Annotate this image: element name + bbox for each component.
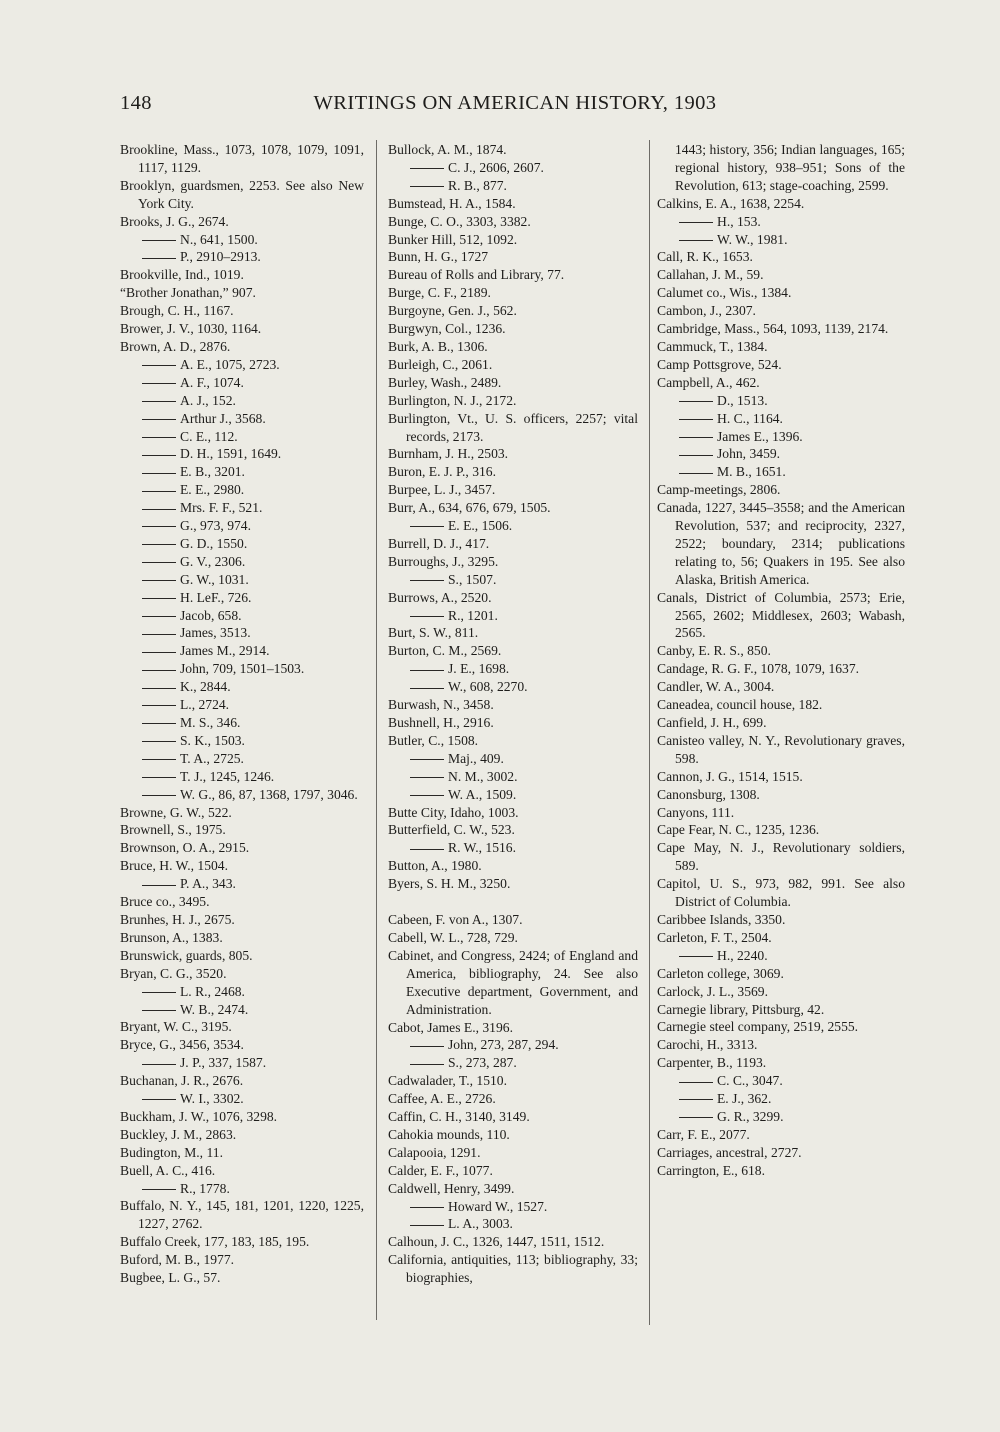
index-entry: Cadwalader, T., 1510. (388, 1073, 507, 1089)
index-entry: Brownson, O. A., 2915. (120, 840, 250, 856)
index-entry: Burr, A., 634, 676, 679, 1505. (388, 500, 551, 516)
column-rule-right (649, 140, 650, 1325)
index-subentry: P. A., 343. (120, 875, 364, 893)
running-header (120, 92, 910, 116)
column-rule-left (376, 140, 377, 1320)
index-entry: Burpee, L. J., 3457. (388, 482, 496, 498)
index-entry: Burrell, D. J., 417. (388, 535, 490, 551)
index-subentry: Jacob, 658. (120, 607, 364, 625)
index-subentry: R., 1201. (388, 607, 638, 625)
index-entry: Calder, E. F., 1077. (388, 1162, 493, 1178)
index-subentry: G. W., 1031. (120, 571, 364, 589)
index-entry: Cabell, W. L., 728, 729. (388, 929, 518, 945)
index-subentry: W. I., 3302. (120, 1090, 364, 1108)
index-entry: Brunhes, H. J., 2675. (120, 911, 235, 927)
index-subentry: G. D., 1550. (120, 535, 364, 553)
index-entry: Capitol, U. S., 973, 982, 991. See also District of Columbia. (657, 876, 905, 910)
index-entry: Candage, R. G. F., 1078, 1079, 1637. (657, 661, 860, 677)
index-subentry: M. B., 1651. (657, 463, 905, 481)
index-entry: Calkins, E. A., 1638, 2254. (657, 195, 805, 211)
index-entry: Campbell, A., 462. (657, 374, 760, 390)
index-entry: Canfield, J. H., 699. (657, 715, 767, 730)
index-subentry: W. A., 1509. (388, 786, 638, 804)
index-entry: Bryce, G., 3456, 3534. (120, 1037, 244, 1053)
index-subentry: S., 1507. (388, 571, 638, 589)
index-subentry: G. R., 3299. (657, 1108, 905, 1126)
index-entry: Carrington, E., 618. (657, 1162, 765, 1178)
index-entry: Calhoun, J. C., 1326, 1447, 1511, 1512. (388, 1234, 605, 1250)
index-entry: Bruce, H. W., 1504. (120, 858, 228, 874)
index-subentry: G., 973, 974. (120, 517, 364, 535)
index-entry: Burroughs, J., 3295. (388, 553, 499, 569)
index-subentry: S. K., 1503. (120, 732, 364, 750)
index-entry: Burgwyn, Col., 1236. (388, 321, 506, 337)
index-entry: Caldwell, Henry, 3499. (388, 1180, 515, 1196)
index-entry: Brunson, A., 1383. (120, 929, 223, 945)
index-subentry: R. B., 877. (388, 177, 638, 195)
index-entry: Bruce co., 3495. (120, 894, 210, 910)
index-column-1 (120, 141, 364, 1287)
index-subentry: James E., 1396. (657, 428, 905, 446)
index-entry: Buffalo Creek, 177, 183, 185, 195. (120, 1234, 310, 1250)
index-entry: Burnham, J. H., 2503. (388, 446, 509, 462)
index-subentry: A. E., 1075, 2723. (120, 356, 364, 374)
index-subentry: A. J., 152. (120, 392, 364, 410)
index-entry: Brown, A. D., 2876. (120, 338, 231, 354)
index-entry: Canals, District of Columbia, 2573; Erie, 2565, 2602; Middlesex, 2603; Wabash, 2565. (657, 589, 905, 641)
index-entry: Budington, M., 11. (120, 1144, 223, 1160)
index-entry: Brookline, Mass., 1073, 1078, 1079, 1091, 1117, 1129. (120, 142, 364, 175)
index-subentry: Mrs. F. F., 521. (120, 499, 364, 517)
index-entry: Caneadea, council house, 182. (657, 697, 823, 713)
index-subentry: C. C., 3047. (657, 1072, 905, 1090)
index-entry: Burlington, Vt., U. S. officers, 2257; vital records, 2173. (388, 410, 638, 444)
running-title: WRITINGS ON AMERICAN HISTORY, 1903 (313, 92, 717, 114)
index-entry: Carlock, J. L., 3569. (657, 983, 769, 999)
index-entry: Bryan, C. G., 3520. (120, 965, 227, 981)
index-subentry: H. LeF., 726. (120, 589, 364, 607)
index-entry: Buchanan, J. R., 2676. (120, 1073, 244, 1089)
index-entry: Buell, A. C., 416. (120, 1162, 216, 1178)
index-entry: Carnegie library, Pittsburg, 42. (657, 1001, 825, 1017)
index-entry: Brooks, J. G., 2674. (120, 213, 229, 229)
index-subentry: James M., 2914. (120, 642, 364, 660)
index-entry: Brooklyn, guardsmen, 2253. See also New York City. (120, 177, 364, 211)
index-entry: Browne, G. W., 522. (120, 804, 232, 820)
index-entry: Cape Fear, N. C., 1235, 1236. (657, 822, 820, 838)
index-subentry: H. C., 1164. (657, 410, 905, 428)
index-entry: Bugbee, L. G., 57. (120, 1270, 221, 1286)
index-entry: Bunn, H. G., 1727 (388, 249, 489, 265)
index-subentry: T. A., 2725. (120, 750, 364, 768)
index-entry: Burleigh, C., 2061. (388, 356, 493, 372)
index-entry: Button, A., 1980. (388, 858, 482, 874)
index-entry: Brower, J. V., 1030, 1164. (120, 321, 262, 337)
index-entry: Brookville, Ind., 1019. (120, 267, 244, 283)
index-entry: Canada, 1227, 3445–3558; and the American Revolution, 537; and reciprocity, 2327, 2522; boundary, 2314; publications relating to, 56; Quakers in 195. See also Alaska, British America. (657, 500, 905, 587)
index-column-2 (388, 141, 638, 1287)
index-entry: Canonsburg, 1308. (657, 786, 760, 802)
index-subentry: D. H., 1591, 1649. (120, 445, 364, 463)
index-entry: Canyons, 111. (657, 804, 735, 820)
index-entry: Canisteo valley, N. Y., Revolutionary graves, 598. (657, 732, 905, 766)
index-subentry: N. M., 3002. (388, 768, 638, 786)
index-entry: Brownell, S., 1975. (120, 822, 226, 838)
index-entry: Burton, C. M., 2569. (388, 643, 502, 659)
index-entry: Calumet co., Wis., 1384. (657, 285, 792, 301)
index-subentry: M. S., 346. (120, 714, 364, 732)
index-entry: Carr, F. E., 2077. (657, 1126, 750, 1142)
index-subentry: W., 608, 2270. (388, 678, 638, 696)
index-entry: Cabot, James E., 3196. (388, 1019, 513, 1035)
index-subentry: L. A., 3003. (388, 1215, 638, 1233)
index-subentry: L., 2724. (120, 696, 364, 714)
index-entry: Caffin, C. H., 3140, 3149. (388, 1109, 530, 1125)
index-entry: 1443; history, 356; Indian languages, 165; regional history, 938–951; Sons of the Revolution, 613; stage-coaching, 2599. (675, 142, 905, 193)
index-entry: Burgoyne, Gen. J., 562. (388, 303, 517, 319)
index-entry: Burwash, N., 3458. (388, 697, 494, 713)
index-subentry: N., 641, 1500. (120, 231, 364, 249)
index-entry: Butte City, Idaho, 1003. (388, 804, 519, 820)
index-entry: Butterfield, C. W., 523. (388, 822, 515, 838)
index-subentry: W. W., 1981. (657, 231, 905, 249)
index-subentry: John, 273, 287, 294. (388, 1036, 638, 1054)
index-subentry: T. J., 1245, 1246. (120, 768, 364, 786)
index-entry: Carpenter, B., 1193. (657, 1055, 767, 1071)
index-entry: “Brother Jonathan,” 907. (120, 285, 256, 301)
index-entry: Bunker Hill, 512, 1092. (388, 231, 518, 247)
index-subentry: E. B., 3201. (120, 463, 364, 481)
index-subentry: H., 2240. (657, 947, 905, 965)
index-entry: Byers, S. H. M., 3250. (388, 876, 511, 892)
index-entry: Carleton, F. T., 2504. (657, 929, 772, 945)
index-entry: Bushnell, H., 2916. (388, 715, 494, 730)
index-entry: Call, R. K., 1653. (657, 249, 753, 265)
index-subentry: Arthur J., 3568. (120, 410, 364, 428)
index-subentry: E. E., 2980. (120, 481, 364, 499)
index-entry: Candler, W. A., 3004. (657, 679, 775, 695)
index-subentry: W. B., 2474. (120, 1001, 364, 1019)
index-subentry: G. V., 2306. (120, 553, 364, 571)
index-entry: Buckley, J. M., 2863. (120, 1126, 237, 1142)
index-subentry: J. E., 1698. (388, 660, 638, 678)
index-entry: Calapooia, 1291. (388, 1144, 481, 1160)
index-entry: Caffee, A. E., 2726. (388, 1091, 496, 1107)
index-entry: Butler, C., 1508. (388, 732, 479, 748)
index-column-3 (657, 141, 905, 1180)
index-entry: Cannon, J. G., 1514, 1515. (657, 768, 803, 784)
index-entry: Burt, S. W., 811. (388, 625, 479, 641)
index-entry: Buron, E. J. P., 316. (388, 464, 497, 480)
index-entry: Burrows, A., 2520. (388, 589, 492, 605)
index-entry: Burley, Wash., 2489. (388, 374, 502, 390)
index-subentry: C. J., 2606, 2607. (388, 159, 638, 177)
index-entry: Buford, M. B., 1977. (120, 1252, 235, 1268)
index-subentry: C. E., 112. (120, 428, 364, 446)
index-entry: Cahokia mounds, 110. (388, 1126, 510, 1142)
index-entry: Canby, E. R. S., 850. (657, 643, 771, 659)
index-subentry: Maj., 409. (388, 750, 638, 768)
index-entry: Bunge, C. O., 3303, 3382. (388, 213, 531, 229)
index-entry: Bryant, W. C., 3195. (120, 1019, 232, 1035)
entry-gap (388, 893, 638, 911)
page-number: 148 (120, 92, 152, 114)
index-entry: Carochi, H., 3313. (657, 1037, 758, 1053)
index-subentry: E. J., 362. (657, 1090, 905, 1108)
index-entry: Brunswick, guards, 805. (120, 947, 253, 963)
index-entry: Bureau of Rolls and Library, 77. (388, 267, 565, 283)
index-entry: Buffalo, N. Y., 145, 181, 1201, 1220, 1225, 1227, 2762. (120, 1198, 364, 1232)
index-entry: Bullock, A. M., 1874. (388, 142, 507, 157)
index-entry: Bumstead, H. A., 1584. (388, 195, 516, 211)
index-entry: Carnegie steel company, 2519, 2555. (657, 1019, 859, 1035)
index-subentry: A. F., 1074. (120, 374, 364, 392)
index-entry: Cammuck, T., 1384. (657, 338, 768, 354)
index-entry: Camp Pottsgrove, 524. (657, 356, 782, 372)
index-entry: Cambon, J., 2307. (657, 303, 756, 319)
index-entry: Cambridge, Mass., 564, 1093, 1139, 2174. (657, 321, 889, 337)
index-entry: Cabinet, and Congress, 2424; of England and America, bibliography, 24. See also Executive department, Government, and Administration. (388, 947, 638, 1017)
index-subentry: Howard W., 1527. (388, 1198, 638, 1216)
index-subentry: H., 153. (657, 213, 905, 231)
index-subentry: J. P., 337, 1587. (120, 1054, 364, 1072)
index-subentry: D., 1513. (657, 392, 905, 410)
index-entry: Carleton college, 3069. (657, 965, 784, 981)
index-entry: Buckham, J. W., 1076, 3298. (120, 1108, 278, 1124)
index-entry: California, antiquities, 113; bibliography, 33; biographies, (388, 1252, 638, 1286)
index-entry: Callahan, J. M., 59. (657, 267, 764, 283)
index-entry: Camp-meetings, 2806. (657, 482, 781, 498)
index-entry: Burlington, N. J., 2172. (388, 392, 517, 408)
index-subentry: L. R., 2468. (120, 983, 364, 1001)
index-subentry: E. E., 1506. (388, 517, 638, 535)
index-entry: Cape May, N. J., Revolutionary soldiers, 589. (657, 840, 905, 874)
index-entry: Caribbee Islands, 3350. (657, 911, 786, 927)
index-subentry: James, 3513. (120, 624, 364, 642)
index-subentry: P., 2910–2913. (120, 248, 364, 266)
index-subentry: R., 1778. (120, 1180, 364, 1198)
index-entry: Carriages, ancestral, 2727. (657, 1144, 802, 1160)
index-subentry: R. W., 1516. (388, 839, 638, 857)
index-entry: Burk, A. B., 1306. (388, 338, 488, 354)
index-subentry: S., 273, 287. (388, 1054, 638, 1072)
index-subentry: John, 709, 1501–1503. (120, 660, 364, 678)
index-subentry: W. G., 86, 87, 1368, 1797, 3046. (120, 786, 364, 804)
index-entry: Burge, C. F., 2189. (388, 285, 491, 301)
index-subentry: K., 2844. (120, 678, 364, 696)
index-subentry: John, 3459. (657, 445, 905, 463)
index-entry: Cabeen, F. von A., 1307. (388, 912, 523, 928)
index-entry: Brough, C. H., 1167. (120, 303, 234, 319)
